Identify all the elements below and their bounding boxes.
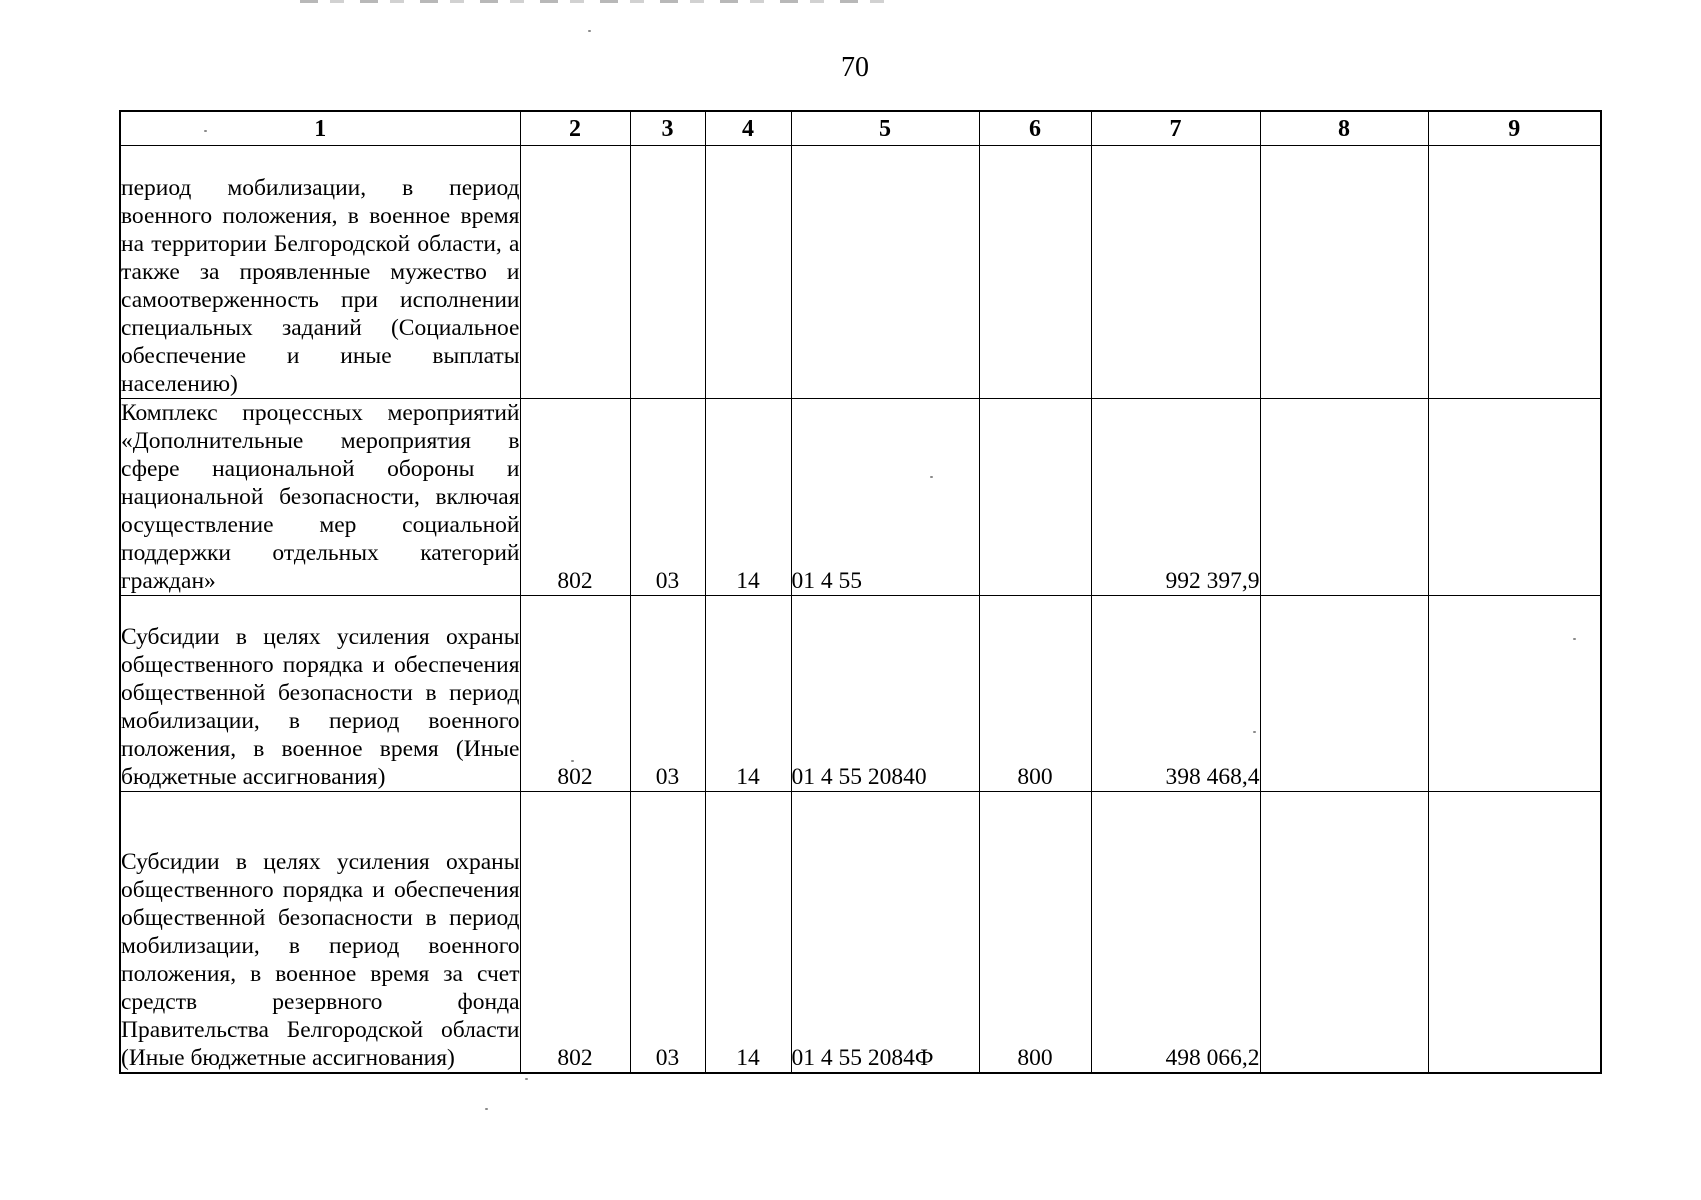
table-row xyxy=(120,146,1601,399)
cell-col8 xyxy=(1260,596,1428,792)
scan-speck xyxy=(588,30,591,32)
row-description: Комплекс процессных мероприятий «Дополнительные мероприятия в сфере национальной обороны и национальной безопасности, включая осуществление мер социальной поддержки отдельных категорий граждан» xyxy=(121,400,520,594)
scan-speck xyxy=(204,130,207,132)
cell-expense-type: 800 xyxy=(979,792,1091,1074)
cell-ministry-code: 802 xyxy=(520,596,630,792)
scan-speck xyxy=(930,476,933,478)
cell-ministry-code: 802 xyxy=(520,792,630,1074)
cell-subsection xyxy=(705,146,791,399)
cell-col9 xyxy=(1428,596,1601,792)
budget-table xyxy=(119,110,1602,1074)
column-header: 1 xyxy=(120,111,520,146)
cell-amount: 398 468,4 xyxy=(1091,596,1260,792)
table-row xyxy=(120,399,1601,596)
column-header: 3 xyxy=(630,111,705,146)
cell-col8 xyxy=(1260,792,1428,1074)
cell-col8 xyxy=(1260,146,1428,399)
cell-col9 xyxy=(1428,792,1601,1074)
scan-speck xyxy=(571,760,574,762)
table-header-row xyxy=(120,111,1601,146)
cell-expense-type: 800 xyxy=(979,596,1091,792)
cell-section: 03 xyxy=(630,596,705,792)
column-header: 7 xyxy=(1091,111,1260,146)
row-description: период мобилизации, в период военного положения, в военное время на территории Белгородской области, а также за проявленные мужество и самоотверженность при исполнении специальных заданий (Социальное обеспечение и иные выплаты населению) xyxy=(120,146,520,399)
cell-col9 xyxy=(1428,399,1601,596)
column-header: 4 xyxy=(705,111,791,146)
cell-section: 03 xyxy=(630,399,705,596)
row-description: Субсидии в целях усиления охраны общественного порядка и обеспечения общественной безопасности в период мобилизации, в период военного положения, в военное время (Иные бюджетные ассигнования) xyxy=(120,596,520,792)
column-header: 5 xyxy=(791,111,979,146)
scan-artifact xyxy=(300,0,890,3)
scan-speck xyxy=(1573,638,1576,640)
cell-amount: 992 397,9 xyxy=(1091,399,1260,596)
cell-target-article xyxy=(791,146,979,399)
scan-speck xyxy=(1253,731,1256,733)
scan-speck xyxy=(485,1108,488,1110)
cell-subsection: 14 xyxy=(705,399,791,596)
cell-subsection: 14 xyxy=(705,792,791,1074)
table-row xyxy=(120,792,1601,1074)
cell-section xyxy=(630,146,705,399)
cell-ministry-code: 802 xyxy=(520,399,630,596)
column-header: 9 xyxy=(1428,111,1601,146)
row-description: Субсидии в целях усиления охраны общественного порядка и обеспечения общественной безопасности в период мобилизации, в период военного положения, в военное время за счет средств резервного фонда Правительства Белгородской области (Иные бюджетные ассигнования) xyxy=(120,792,520,1074)
page-number: 70 xyxy=(841,52,869,83)
cell-expense-type xyxy=(979,399,1091,596)
column-header: 6 xyxy=(979,111,1091,146)
cell-expense-type xyxy=(979,146,1091,399)
table-row xyxy=(120,596,1601,792)
cell-col8 xyxy=(1260,399,1428,596)
cell-target-article: 01 4 55 2084Ф xyxy=(791,792,979,1074)
scan-speck xyxy=(525,1078,528,1080)
cell-subsection: 14 xyxy=(705,596,791,792)
column-header: 2 xyxy=(520,111,630,146)
cell-ministry-code xyxy=(520,146,630,399)
cell-amount xyxy=(1091,146,1260,399)
cell-target-article: 01 4 55 xyxy=(791,399,979,596)
cell-section: 03 xyxy=(630,792,705,1074)
cell-target-article: 01 4 55 20840 xyxy=(791,596,979,792)
column-header: 8 xyxy=(1260,111,1428,146)
cell-col9 xyxy=(1428,146,1601,399)
cell-amount: 498 066,2 xyxy=(1091,792,1260,1074)
